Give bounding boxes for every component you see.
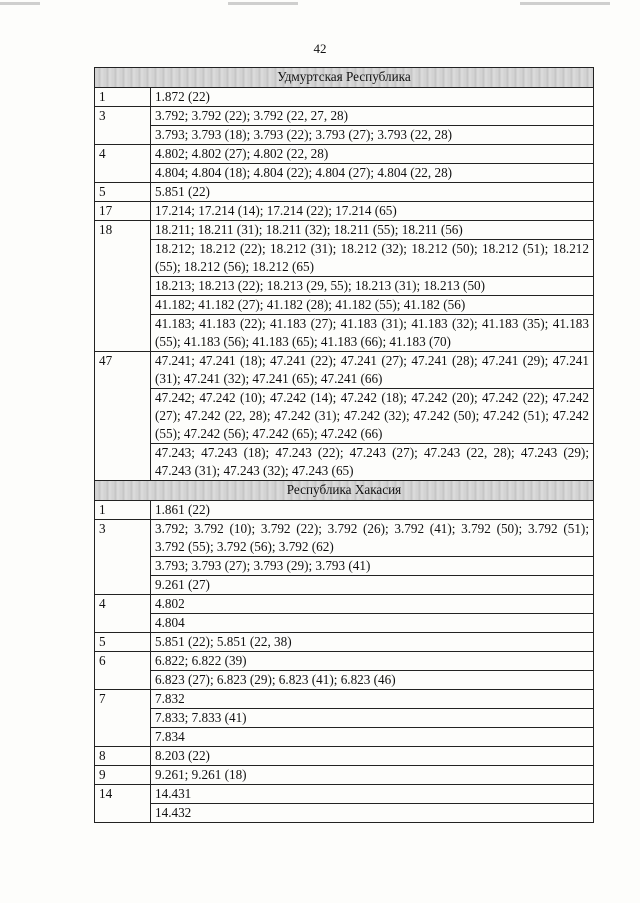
group-code-cell: 3 bbox=[95, 520, 151, 595]
group-code-cell: 9 bbox=[95, 766, 151, 785]
table-row bbox=[95, 389, 594, 444]
activity-codes-cell: 17.214; 17.214 (14); 17.214 (22); 17.214 (65) bbox=[151, 202, 594, 221]
page-number: 42 bbox=[313, 41, 327, 56]
table-row bbox=[95, 296, 594, 315]
table-row bbox=[95, 652, 594, 671]
group-code-cell: 5 bbox=[95, 183, 151, 202]
table-row bbox=[95, 352, 594, 389]
table-row bbox=[95, 126, 594, 145]
table-row bbox=[95, 747, 594, 766]
activity-codes-cell: 7.832 bbox=[151, 690, 594, 709]
activity-codes-cell: 5.851 (22); 5.851 (22, 38) bbox=[151, 633, 594, 652]
group-code-cell: 4 bbox=[95, 595, 151, 633]
group-code-cell: 1 bbox=[95, 501, 151, 520]
region-header-row bbox=[95, 68, 594, 88]
activity-codes-cell: 8.203 (22) bbox=[151, 747, 594, 766]
group-code-cell: 47 bbox=[95, 352, 151, 481]
group-code-cell: 18 bbox=[95, 221, 151, 352]
table-row bbox=[95, 690, 594, 709]
activity-codes-cell: 7.834 bbox=[151, 728, 594, 747]
activity-codes-cell: 3.793; 3.793 (27); 3.793 (29); 3.793 (41) bbox=[151, 557, 594, 576]
table-row bbox=[95, 240, 594, 277]
activity-codes-cell: 3.792; 3.792 (10); 3.792 (22); 3.792 (26); 3.792 (41); 3.792 (50); 3.792 (51); 3.792 (55); 3.792 (56); 3.792 (62) bbox=[151, 520, 594, 557]
table-row bbox=[95, 614, 594, 633]
scan-artifacts bbox=[0, 0, 640, 12]
group-code-cell: 17 bbox=[95, 202, 151, 221]
table-row bbox=[95, 576, 594, 595]
table-row bbox=[95, 595, 594, 614]
activity-codes-cell: 9.261; 9.261 (18) bbox=[151, 766, 594, 785]
group-code-cell: 4 bbox=[95, 145, 151, 183]
group-code-cell: 5 bbox=[95, 633, 151, 652]
regions-table bbox=[94, 67, 594, 823]
region-header-row bbox=[95, 481, 594, 501]
activity-codes-cell: 18.213; 18.213 (22); 18.213 (29, 55); 18.213 (31); 18.213 (50) bbox=[151, 277, 594, 296]
activity-codes-cell: 1.872 (22) bbox=[151, 88, 594, 107]
table-row bbox=[95, 557, 594, 576]
table-row bbox=[95, 501, 594, 520]
table-row bbox=[95, 88, 594, 107]
group-code-cell: 14 bbox=[95, 785, 151, 823]
region-title: Республика Хакасия bbox=[95, 481, 594, 501]
activity-codes-cell: 4.802; 4.802 (27); 4.802 (22, 28) bbox=[151, 145, 594, 164]
activity-codes-cell: 4.802 bbox=[151, 595, 594, 614]
group-code-cell: 8 bbox=[95, 747, 151, 766]
group-code-cell: 1 bbox=[95, 88, 151, 107]
table-row bbox=[95, 766, 594, 785]
group-code-cell: 3 bbox=[95, 107, 151, 145]
activity-codes-cell: 47.241; 47.241 (18); 47.241 (22); 47.241 (27); 47.241 (28); 47.241 (29); 47.241 (31); 47.241 (32); 47.241 (65); 47.241 (66) bbox=[151, 352, 594, 389]
activity-codes-cell: 18.211; 18.211 (31); 18.211 (32); 18.211 (55); 18.211 (56) bbox=[151, 221, 594, 240]
activity-codes-cell: 41.182; 41.182 (27); 41.182 (28); 41.182 (55); 41.182 (56) bbox=[151, 296, 594, 315]
activity-codes-cell: 5.851 (22) bbox=[151, 183, 594, 202]
table-row bbox=[95, 728, 594, 747]
table-row bbox=[95, 107, 594, 126]
activity-codes-cell: 7.833; 7.833 (41) bbox=[151, 709, 594, 728]
table-row bbox=[95, 804, 594, 823]
table-row bbox=[95, 785, 594, 804]
activity-codes-cell: 3.792; 3.792 (22); 3.792 (22, 27, 28) bbox=[151, 107, 594, 126]
activity-codes-cell: 4.804; 4.804 (18); 4.804 (22); 4.804 (27); 4.804 (22, 28) bbox=[151, 164, 594, 183]
table-row bbox=[95, 633, 594, 652]
activity-codes-cell: 47.242; 47.242 (10); 47.242 (14); 47.242 (18); 47.242 (20); 47.242 (22); 47.242 (27); 47.242 (22, 28); 47.242 (31); 47.242 (32); 47.242 (50); 47.242 (51); 47.242 (55); 47.242 (56); 47.242 (65); 47.242 (66) bbox=[151, 389, 594, 444]
table-row bbox=[95, 183, 594, 202]
activity-codes-cell: 14.431 bbox=[151, 785, 594, 804]
table-row bbox=[95, 444, 594, 481]
activity-codes-cell: 3.793; 3.793 (18); 3.793 (22); 3.793 (27); 3.793 (22, 28) bbox=[151, 126, 594, 145]
activity-codes-cell: 6.822; 6.822 (39) bbox=[151, 652, 594, 671]
activity-codes-cell: 9.261 (27) bbox=[151, 576, 594, 595]
region-title: Удмуртская Республика bbox=[95, 68, 594, 88]
table-row bbox=[95, 202, 594, 221]
activity-codes-cell: 47.243; 47.243 (18); 47.243 (22); 47.243 (27); 47.243 (22, 28); 47.243 (29); 47.243 (31); 47.243 (32); 47.243 (65) bbox=[151, 444, 594, 481]
activity-codes-cell: 6.823 (27); 6.823 (29); 6.823 (41); 6.823 (46) bbox=[151, 671, 594, 690]
table-row bbox=[95, 315, 594, 352]
table-row bbox=[95, 520, 594, 557]
table-row bbox=[95, 145, 594, 164]
table-row bbox=[95, 671, 594, 690]
activity-codes-cell: 14.432 bbox=[151, 804, 594, 823]
table-row bbox=[95, 277, 594, 296]
activity-codes-cell: 41.183; 41.183 (22); 41.183 (27); 41.183 (31); 41.183 (32); 41.183 (35); 41.183 (55); 41.183 (56); 41.183 (65); 41.183 (66); 41.183 (70) bbox=[151, 315, 594, 352]
table-row bbox=[95, 221, 594, 240]
activity-codes-cell: 1.861 (22) bbox=[151, 501, 594, 520]
table-row bbox=[95, 164, 594, 183]
group-code-cell: 7 bbox=[95, 690, 151, 747]
table-row bbox=[95, 709, 594, 728]
activity-codes-cell: 4.804 bbox=[151, 614, 594, 633]
group-code-cell: 6 bbox=[95, 652, 151, 690]
activity-codes-cell: 18.212; 18.212 (22); 18.212 (31); 18.212 (32); 18.212 (50); 18.212 (51); 18.212 (55); 18.212 (56); 18.212 (65) bbox=[151, 240, 594, 277]
